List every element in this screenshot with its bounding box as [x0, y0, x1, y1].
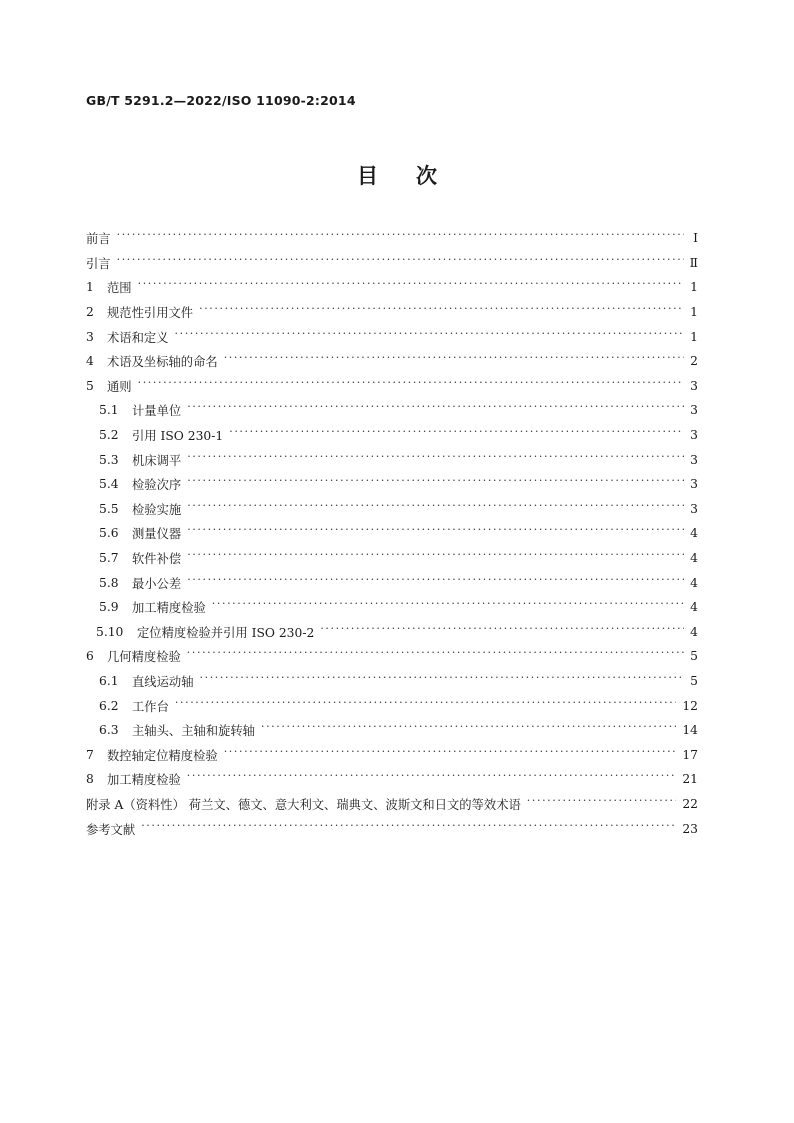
toc-label: 测量仪器 [132, 527, 182, 542]
toc-number: 5.10 [96, 624, 124, 639]
toc-entry-introduction[interactable] [86, 251, 698, 276]
toc-leader [187, 454, 684, 466]
toc-entry-5-4[interactable] [86, 472, 698, 497]
toc-entry-7[interactable] [86, 742, 698, 767]
toc-page: 3 [690, 452, 698, 467]
toc-page: 4 [690, 575, 698, 590]
toc-leader [320, 626, 684, 638]
toc-entry-5-3[interactable] [86, 447, 698, 472]
page-title [0, 160, 794, 190]
toc-page: 1 [690, 280, 698, 295]
toc-entry-1[interactable] [86, 275, 698, 300]
toc-page: 23 [682, 821, 698, 836]
toc-leader [199, 306, 684, 318]
toc-label: 术语及坐标轴的命名 [107, 355, 218, 370]
toc-number: 4 [86, 354, 94, 369]
toc-entry-5-7[interactable] [86, 546, 698, 571]
toc-leader [187, 404, 684, 416]
toc-entry-3[interactable] [86, 324, 698, 349]
toc-leader [224, 749, 677, 761]
toc-page: 1 [690, 329, 698, 344]
toc-label: 检验实施 [132, 502, 182, 517]
title-char-1: 目 [357, 163, 378, 188]
toc-entry-5-1[interactable] [86, 398, 698, 423]
toc-page: Ⅰ [693, 231, 698, 246]
toc-entry-8[interactable] [86, 767, 698, 792]
toc-page: 2 [690, 354, 698, 369]
toc-leader [187, 552, 684, 564]
toc-leader [175, 331, 685, 343]
toc-page: 4 [690, 600, 698, 615]
table-of-contents [86, 226, 698, 841]
toc-page: 4 [690, 624, 698, 639]
toc-page: 3 [690, 501, 698, 516]
toc-leader [200, 675, 685, 687]
toc-label: 引言 [86, 256, 111, 271]
toc-number: 6.2 [99, 698, 119, 713]
toc-leader [175, 700, 676, 712]
toc-page: 3 [690, 378, 698, 393]
toc-entry-annex-a[interactable] [86, 792, 698, 817]
toc-label: 引用 ISO 230-1 [132, 429, 224, 444]
toc-leader [187, 650, 684, 662]
toc-page: 3 [690, 477, 698, 492]
toc-entry-5-8[interactable] [86, 570, 698, 595]
toc-label: 机床调平 [132, 453, 182, 468]
toc-number: 5.6 [99, 526, 119, 541]
toc-leader [224, 355, 684, 367]
toc-page: 3 [690, 428, 698, 443]
title-char-2: 次 [416, 163, 437, 188]
toc-number: 7 [86, 747, 94, 762]
toc-entry-5-10[interactable] [86, 620, 698, 645]
toc-page: 17 [682, 747, 698, 762]
toc-number: 5 [86, 378, 94, 393]
toc-leader [138, 380, 684, 392]
toc-leader [229, 429, 684, 441]
toc-entry-6[interactable] [86, 644, 698, 669]
toc-number: 5.2 [99, 428, 119, 443]
toc-page: 4 [690, 526, 698, 541]
toc-page: 21 [682, 772, 698, 787]
toc-label: 通则 [107, 379, 132, 394]
toc-label: 参考文献 [86, 822, 136, 837]
toc-leader [527, 798, 677, 810]
toc-page: 12 [682, 698, 698, 713]
toc-entry-bibliography[interactable] [86, 816, 698, 841]
toc-label: 主轴头、主轴和旋转轴 [132, 724, 255, 739]
toc-label: 前言 [86, 232, 111, 247]
toc-number: 8 [86, 772, 94, 787]
toc-entry-6-1[interactable] [86, 669, 698, 694]
toc-label: 定位精度检验并引用 ISO 230-2 [137, 625, 315, 640]
toc-page: Ⅱ [689, 255, 698, 270]
toc-entry-5-2[interactable] [86, 423, 698, 448]
toc-leader [138, 281, 684, 293]
toc-page: 4 [690, 551, 698, 566]
toc-number: 1 [86, 280, 94, 295]
toc-entry-foreword[interactable] [86, 226, 698, 251]
toc-label: 计量单位 [132, 404, 182, 419]
toc-label: 附录 A（资料性） 荷兰文、德文、意大利文、瑞典文、波斯文和日文的等效术语 [86, 797, 521, 812]
toc-number: 6 [86, 649, 94, 664]
toc-number: 5.7 [99, 551, 119, 566]
toc-number: 5.5 [99, 501, 119, 516]
toc-leader [187, 773, 677, 785]
toc-entry-4[interactable] [86, 349, 698, 374]
toc-leader [187, 503, 684, 515]
toc-entry-5[interactable] [86, 374, 698, 399]
toc-leader [212, 601, 684, 613]
toc-page: 3 [690, 403, 698, 418]
toc-leader [187, 478, 684, 490]
toc-page: 5 [690, 649, 698, 664]
toc-entry-5-6[interactable] [86, 521, 698, 546]
toc-leader [117, 257, 684, 269]
toc-label: 规范性引用文件 [107, 306, 194, 321]
toc-leader [117, 232, 684, 244]
toc-label: 加工精度检验 [132, 601, 206, 616]
toc-number: 2 [86, 305, 94, 320]
toc-label: 范围 [107, 281, 132, 296]
toc-number: 5.4 [99, 477, 119, 492]
toc-number: 6.1 [99, 673, 119, 688]
toc-label: 几何精度检验 [107, 650, 181, 665]
toc-leader [187, 577, 684, 589]
toc-number: 5.9 [99, 600, 119, 615]
toc-entry-2[interactable] [86, 300, 698, 325]
toc-leader [141, 823, 676, 835]
toc-label: 检验次序 [132, 478, 182, 493]
toc-number: 3 [86, 329, 94, 344]
toc-page: 14 [682, 723, 698, 738]
toc-label: 直线运动轴 [132, 674, 194, 689]
toc-number: 6.3 [99, 723, 119, 738]
toc-number: 5.3 [99, 452, 119, 467]
toc-label: 加工精度检验 [107, 773, 181, 788]
toc-label: 软件补偿 [132, 552, 182, 567]
toc-entry-6-2[interactable] [86, 693, 698, 718]
toc-label: 数控轴定位精度检验 [107, 748, 218, 763]
toc-entry-5-9[interactable] [86, 595, 698, 620]
toc-number: 5.8 [99, 575, 119, 590]
toc-entry-5-5[interactable] [86, 497, 698, 522]
toc-page: 22 [682, 796, 698, 811]
toc-label: 术语和定义 [107, 330, 169, 345]
toc-page: 5 [690, 673, 698, 688]
toc-entry-6-3[interactable] [86, 718, 698, 743]
toc-label: 最小公差 [132, 576, 182, 591]
toc-number: 5.1 [99, 403, 119, 418]
toc-label: 工作台 [132, 699, 169, 714]
toc-leader [261, 724, 676, 736]
document-header: GB/T 5291.2—2022/ISO 11090-2:2014 [86, 93, 356, 108]
toc-page: 1 [690, 305, 698, 320]
toc-leader [187, 527, 684, 539]
